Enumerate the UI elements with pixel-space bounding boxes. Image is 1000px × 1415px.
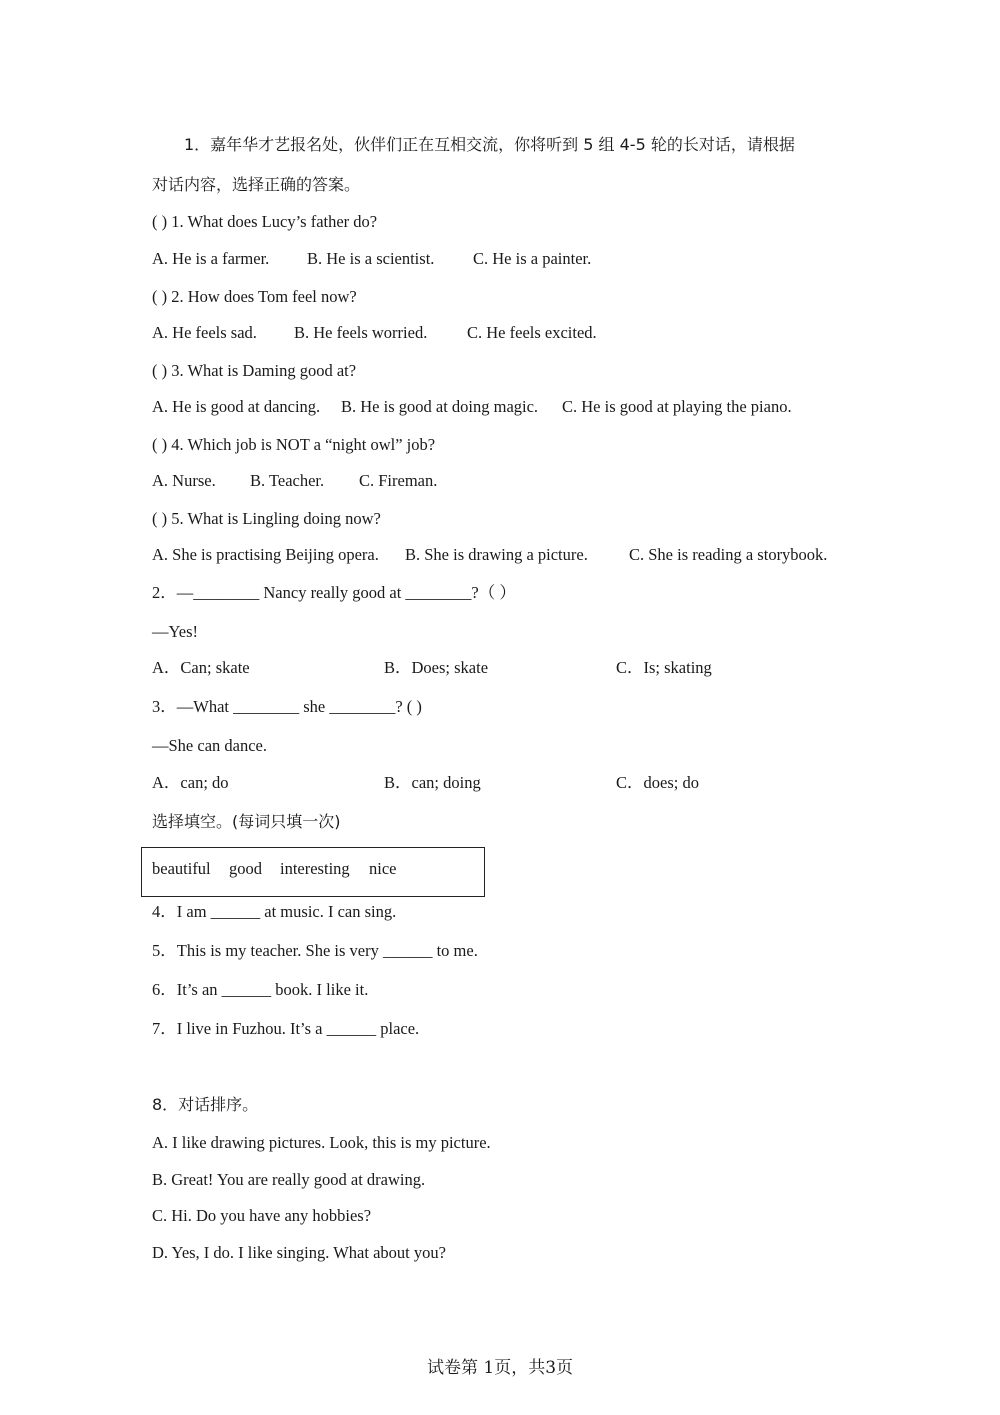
option-b: B. He is a scientist. [307,249,435,268]
q2-question: 2．—________ Nancy really good at ________?（ ） [152,583,516,602]
option-a: A．Can; skate [152,658,250,677]
option-a: A. He feels sad. [152,323,257,342]
q8-line-d: D. Yes, I do. I like singing. What about you? [152,1243,446,1262]
option-b: B. He is good at doing magic. [341,397,539,416]
fill-item-4: 4．I am ______ at music. I can sing. [152,902,397,921]
option-c: C. Fireman. [359,471,438,490]
option-c: C. He is a painter. [473,249,592,268]
option-b: B. She is drawing a picture. [405,545,588,564]
option-c: C. She is reading a storybook. [629,545,828,564]
option-c: C. He feels excited. [467,323,597,342]
word-bank-word: beautiful [152,859,211,878]
fill-instruction: 选择填空。(每词只填一次) [152,812,341,831]
q8-title: 8．对话排序。 [152,1095,259,1114]
option-b: B. He feels worried. [294,323,428,342]
option-c: C．does; do [616,773,699,792]
word-bank-word: interesting [280,859,350,878]
option-b: B．can; doing [384,773,481,792]
option-b: B．Does; skate [384,658,489,677]
fill-item-7: 7．I live in Fuzhou. It’s a ______ place. [152,1019,420,1038]
option-b: B. Teacher. [250,471,325,490]
option-a: A．can; do [152,773,229,792]
q1-item-4-question: ( ) 4. Which job is NOT a “night owl” job? [152,435,436,454]
q1-item-2-question: ( ) 2. How does Tom feel now? [152,287,357,306]
q8-line-c: C. Hi. Do you have any hobbies? [152,1206,372,1225]
q1-intro-line2: 对话内容，选择正确的答案。 [152,175,361,194]
q8-line-b: B. Great! You are really good at drawing. [152,1170,426,1189]
q3-question: 3．—What ________ she ________? ( ) [152,697,422,716]
option-a: A. She is practising Beijing opera. [152,545,379,564]
option-a: A. Nurse. [152,471,216,490]
page-footer: 试卷第 1页，共3页 [426,1358,574,1378]
word-bank-word: good [229,859,262,878]
option-a: A. He is a farmer. [152,249,270,268]
q8-line-a: A. I like drawing pictures. Look, this is my picture. [152,1133,491,1152]
q2-reply: —Yes! [152,622,199,641]
fill-item-5: 5．This is my teacher. She is very ______ to me. [152,941,478,960]
q3-reply: —She can dance. [152,736,267,755]
fill-item-6: 6．It’s an ______ book. I like it. [152,980,369,999]
option-c: C. He is good at playing the piano. [562,397,792,416]
q1-item-1-question: ( ) 1. What does Lucy’s father do? [152,212,378,231]
option-a: A. He is good at dancing. [152,397,321,416]
word-bank-word: nice [369,859,397,878]
q1-item-5-question: ( ) 5. What is Lingling doing now? [152,509,381,528]
option-c: C．Is; skating [616,658,712,677]
q1-intro-line1: 1．嘉年华才艺报名处，伙伴们正在互相交流，你将听到 5 组 4-5 轮的长对话，请根据 [184,135,795,154]
q1-item-3-question: ( ) 3. What is Daming good at? [152,361,357,380]
